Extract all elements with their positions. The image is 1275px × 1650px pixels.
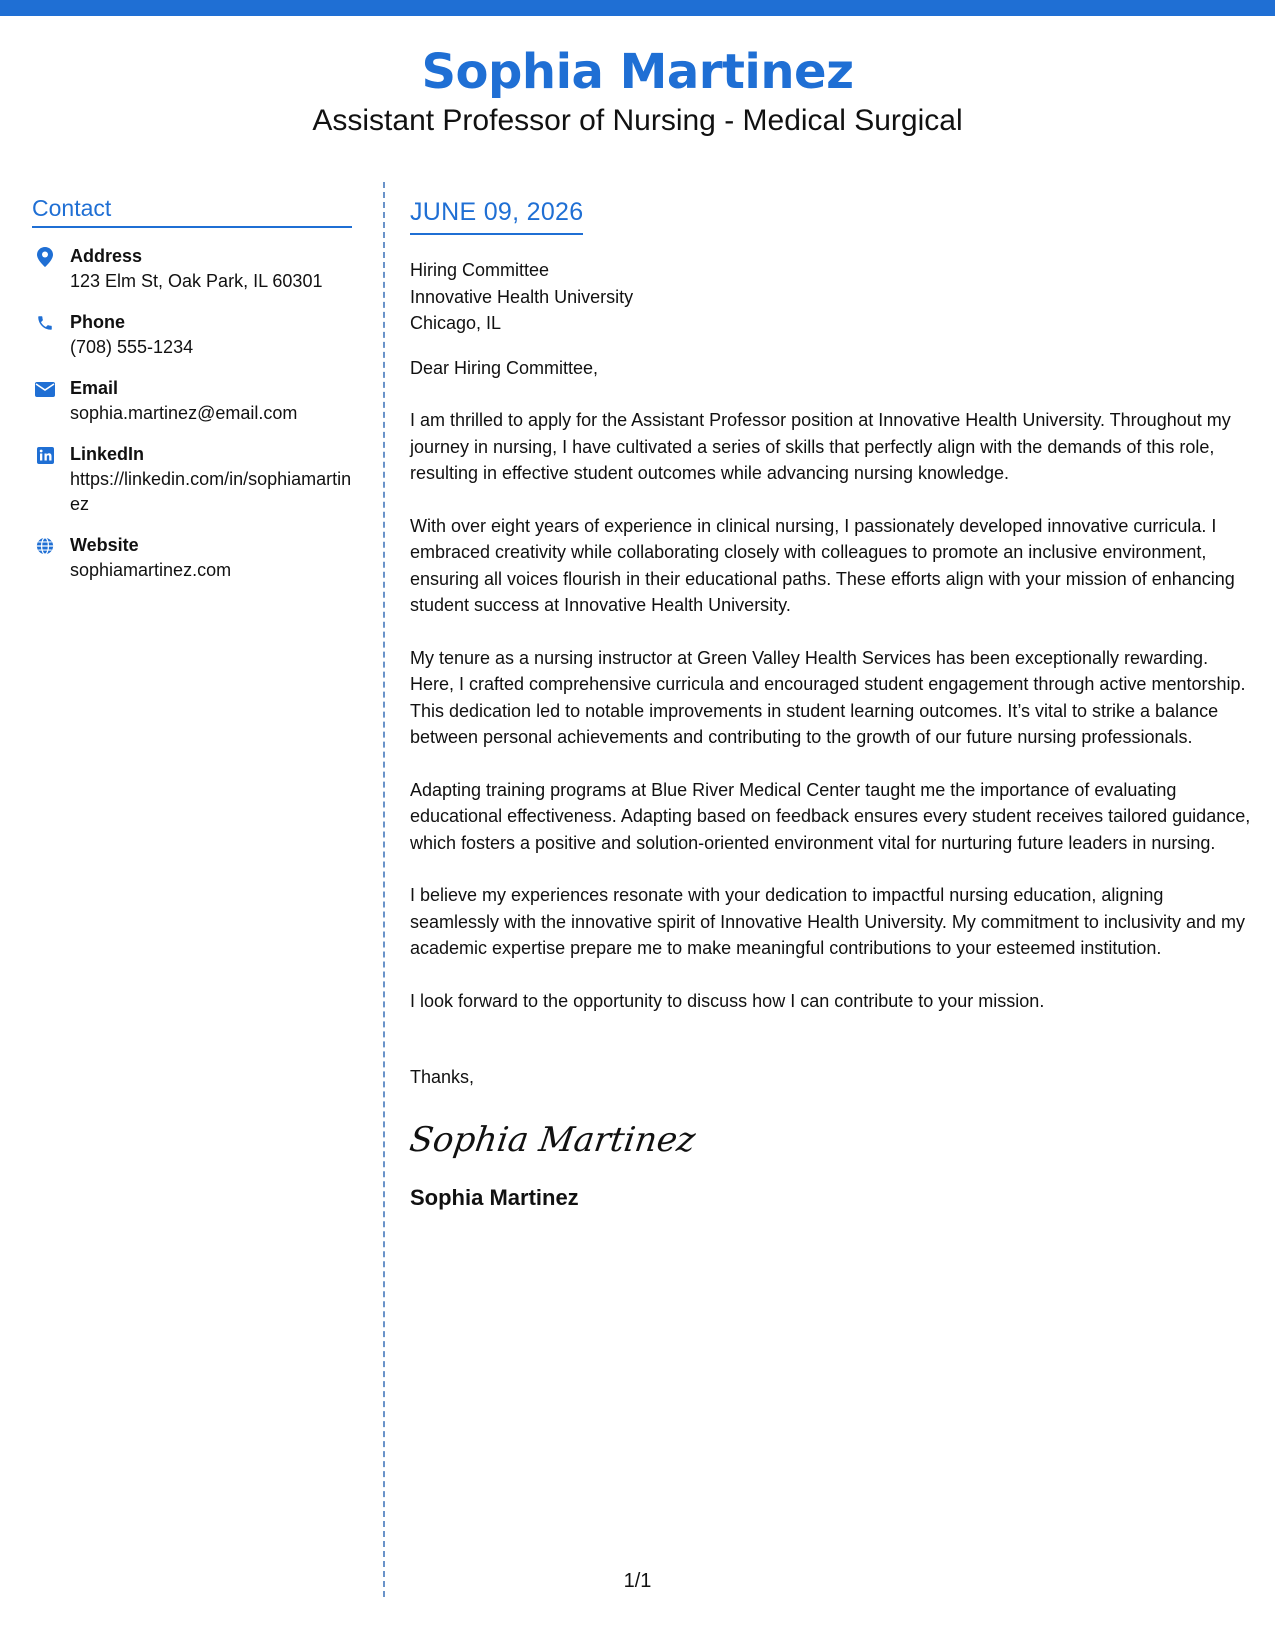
contact-label: Email [70,378,119,398]
contact-label: Phone [70,312,126,332]
letter-date: JUNE 09, 2026 [410,198,583,235]
closing: Thanks, [410,1067,475,1087]
page-number: 1/1 [623,1570,652,1592]
phone-icon [32,312,58,334]
contact-website [32,533,352,583]
linkedin-icon [32,444,58,466]
contact-linkedin [32,442,352,517]
top-accent-bar [0,0,1275,16]
job-title: Assistant Professor of Nursing - Medical Surgical [312,104,963,137]
candidate-name: Sophia Martinez [421,44,854,100]
letter-body [407,198,1255,1211]
paragraph: I am thrilled to apply for the Assistant Professor position at Innovative Health University. Throughout my journey in nursing, I have cultivated a series of skills that perfectly align with the demands of this role, resulting in effective student outcomes while advancing nursing knowledge. [410,410,1231,483]
recipient-block [410,257,1255,337]
paragraph: I look forward to the opportunity to discuss how I can contribute to your mission. [410,990,1045,1011]
contact-label: Website [70,535,139,555]
contact-value: sophia.martinez@email.com [70,403,298,423]
recipient-line: Innovative Health University [410,286,634,307]
contact-heading: Contact [32,195,352,228]
contact-email [32,376,352,426]
svg-text:Sophia Martinez: Sophia Martinez [407,1119,698,1160]
paragraph: With over eight years of experience in clinical nursing, I passionately developed innovative curricula. I embraced creativity while collaborating closely with colleagues to promote an inclusive environment, ensuring all voices flourish in their educational paths. These efforts align with your mission of enhancing student success at Innovative Health University. [410,515,1235,615]
contact-label: Address [70,246,143,266]
greeting: Dear Hiring Committee, [410,357,599,378]
email-icon [32,378,58,400]
contact-phone [32,310,352,360]
paragraph: Adapting training programs at Blue River Medical Center taught me the importance of evaluating educational effectiveness. Adapting based on feedback ensures every student receives tailored guidance, which fosters a positive and solution-oriented environment vital for nurturing future leaders in nursing. [410,779,1251,853]
contact-value: 123 Elm St, Oak Park, IL 60301 [70,271,323,291]
handwritten-signature [407,1111,698,1167]
column-divider [383,182,385,1597]
contact-label: LinkedIn [70,444,145,464]
contact-sidebar [32,195,352,599]
recipient-line: Hiring Committee [410,260,550,280]
paragraph: My tenure as a nursing instructor at Green Valley Health Services has been exceptionally rewarding. Here, I crafted comprehensive curricula and encouraged student engagement through active mentorship. This dedication led to notable improvements in student learning outcomes. It’s vital to strike a balance between personal achievements and contributing to the growth of our future nursing professionals. [410,647,1246,747]
contact-value[interactable]: https://linkedin.com/in/sophiamartinez [70,469,352,514]
paragraph: I believe my experiences resonate with your dedication to impactful nursing education, aligning seamlessly with the innovative spirit of Innovative Health University. My commitment to inclusivity and my academic expertise prepare me to make meaningful contributions to your esteemed institution. [410,885,1245,958]
header [0,40,1275,140]
signer-name: Sophia Martinez [410,1184,579,1210]
contact-address [32,244,352,294]
contact-value: (708) 555-1234 [70,337,194,357]
recipient-line: Chicago, IL [410,313,502,333]
location-pin-icon [32,246,58,268]
contact-value[interactable]: sophiamartinez.com [70,560,232,580]
globe-icon [32,535,58,557]
